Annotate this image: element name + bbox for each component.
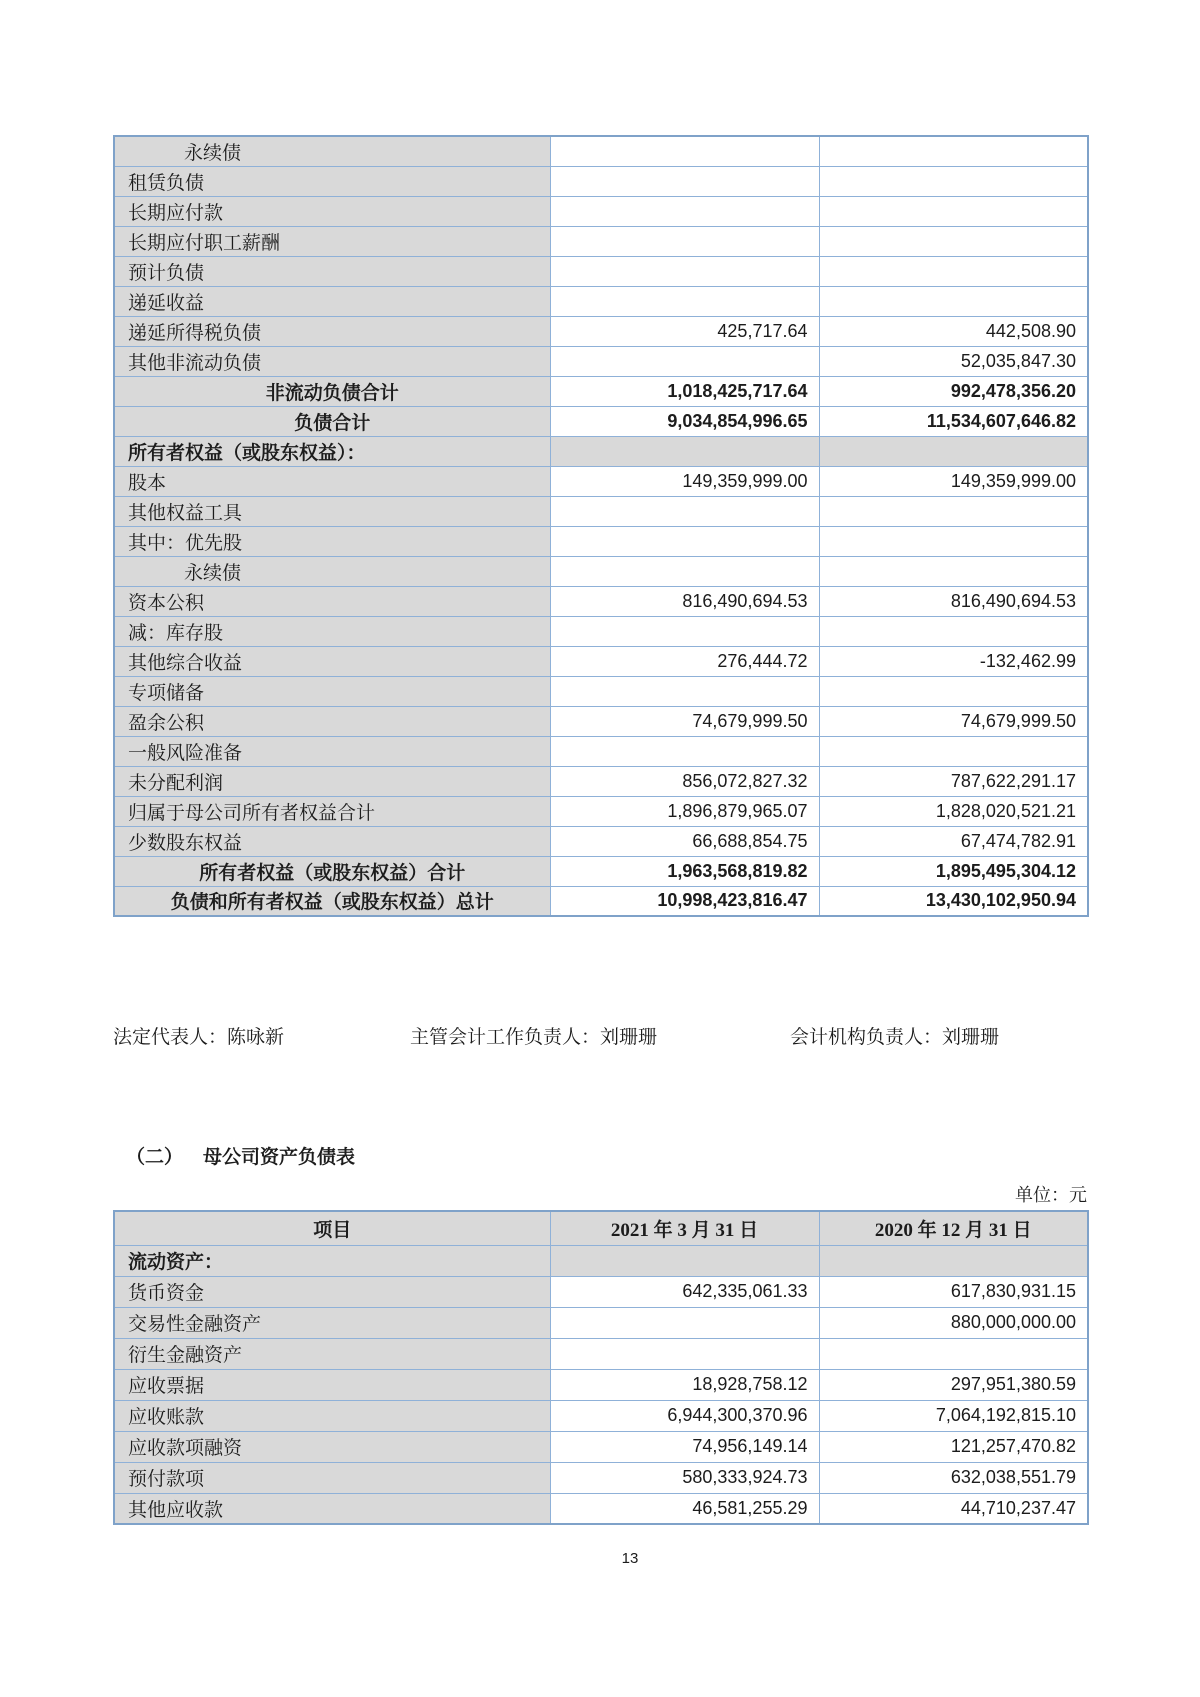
value-current-period [550,286,819,316]
row-label: 永续债 [114,556,550,586]
table-row [114,1493,1088,1524]
value-prior-period: 74,679,999.50 [819,706,1088,736]
row-label: 长期应付款 [114,196,550,226]
value-prior-period: 880,000,000.00 [819,1307,1088,1338]
value-current-period [550,346,819,376]
row-label: 负债合计 [114,406,550,436]
value-current-period [550,226,819,256]
row-label: 非流动负债合计 [114,376,550,406]
table-row [114,1431,1088,1462]
row-label: 递延收益 [114,286,550,316]
value-current-period: 6,944,300,370.96 [550,1400,819,1431]
row-label: 应收账款 [114,1400,550,1431]
value-current-period: 816,490,694.53 [550,586,819,616]
value-prior-period [819,436,1088,466]
legal-representative-label: 法定代表人：陈咏新 [113,1027,285,1048]
signature-line [113,1022,1087,1048]
row-label: 股本 [114,466,550,496]
value-current-period: 9,034,854,996.65 [550,406,819,436]
value-prior-period [819,136,1088,166]
row-label: 预付款项 [114,1462,550,1493]
value-prior-period: -132,462.99 [819,646,1088,676]
table-row [114,226,1088,256]
table-header-row [114,1211,1088,1245]
row-label: 一般风险准备 [114,736,550,766]
row-label: 衍生金融资产 [114,1338,550,1369]
value-current-period [550,616,819,646]
value-current-period: 642,335,061.33 [550,1276,819,1307]
value-prior-period: 992,478,356.20 [819,376,1088,406]
value-prior-period: 787,622,291.17 [819,766,1088,796]
value-current-period [550,1307,819,1338]
value-current-period: 1,018,425,717.64 [550,376,819,406]
value-prior-period: 442,508.90 [819,316,1088,346]
row-label: 其他应收款 [114,1493,550,1524]
chief-accountant-label: 主管会计工作负责人：刘珊珊 [410,1027,658,1048]
value-current-period [550,196,819,226]
row-label: 租赁负债 [114,166,550,196]
row-label: 专项储备 [114,676,550,706]
value-current-period: 74,956,149.14 [550,1431,819,1462]
value-prior-period [819,196,1088,226]
row-label: 流动资产： [114,1245,550,1276]
value-prior-period: 632,038,551.79 [819,1462,1088,1493]
value-prior-period: 44,710,237.47 [819,1493,1088,1524]
accounting-department-head-label: 会计机构负责人：刘珊珊 [790,1027,1000,1048]
value-prior-period [819,616,1088,646]
row-label: 其他权益工具 [114,496,550,526]
unit-note: 单位：元 [1015,1185,1087,1205]
row-label: 应收款项融资 [114,1431,550,1462]
row-label: 永续债 [114,136,550,166]
balance-sheet-rows [114,136,1088,916]
value-prior-period [819,1245,1088,1276]
value-prior-period [819,676,1088,706]
table-row [114,436,1088,466]
value-prior-period [819,496,1088,526]
table-row [114,526,1088,556]
row-label: 所有者权益（或股东权益）： [114,436,550,466]
value-prior-period [819,1338,1088,1369]
table-row [114,826,1088,856]
value-current-period [550,436,819,466]
table-row [114,466,1088,496]
table-row [114,1338,1088,1369]
row-label: 资本公积 [114,586,550,616]
table-row [114,1400,1088,1431]
table-row [114,286,1088,316]
value-prior-period: 13,430,102,950.94 [819,886,1088,916]
value-prior-period [819,166,1088,196]
row-label: 未分配利润 [114,766,550,796]
value-current-period [550,496,819,526]
value-prior-period: 52,035,847.30 [819,346,1088,376]
row-label: 交易性金融资产 [114,1307,550,1338]
table-row [114,646,1088,676]
value-current-period: 856,072,827.32 [550,766,819,796]
column-header-current-period: 2021 年 3 月 31 日 [550,1211,819,1245]
parent-company-balance-sheet-table [113,1210,1089,1525]
value-prior-period: 816,490,694.53 [819,586,1088,616]
table-row [114,886,1088,916]
value-current-period: 46,581,255.29 [550,1493,819,1524]
value-current-period [550,166,819,196]
value-current-period [550,136,819,166]
value-current-period: 66,688,854.75 [550,826,819,856]
value-current-period [550,1338,819,1369]
column-header-item: 项目 [114,1211,550,1245]
value-prior-period [819,226,1088,256]
section-heading-title: 母公司资产负债表 [203,1147,356,1168]
value-prior-period: 67,474,782.91 [819,826,1088,856]
value-prior-period: 297,951,380.59 [819,1369,1088,1400]
value-current-period: 580,333,924.73 [550,1462,819,1493]
row-label: 盈余公积 [114,706,550,736]
column-header-prior-period: 2020 年 12 月 31 日 [819,1211,1088,1245]
row-label: 所有者权益（或股东权益）合计 [114,856,550,886]
row-label: 其他非流动负债 [114,346,550,376]
table-row [114,346,1088,376]
row-label: 预计负债 [114,256,550,286]
value-current-period [550,556,819,586]
value-prior-period [819,256,1088,286]
section-heading-index: （二） [126,1147,184,1168]
value-current-period: 1,963,568,819.82 [550,856,819,886]
table-row [114,616,1088,646]
value-prior-period: 121,257,470.82 [819,1431,1088,1462]
table-row [114,556,1088,586]
value-prior-period [819,736,1088,766]
page-number: 13 [621,1550,639,1567]
table-row [114,1245,1088,1276]
table-row [114,256,1088,286]
value-current-period: 74,679,999.50 [550,706,819,736]
table-row [114,1307,1088,1338]
row-label: 归属于母公司所有者权益合计 [114,796,550,826]
table-row [114,1276,1088,1307]
row-label: 负债和所有者权益（或股东权益）总计 [114,886,550,916]
table-row [114,736,1088,766]
table-row [114,496,1088,526]
value-prior-period: 1,895,495,304.12 [819,856,1088,886]
value-prior-period [819,556,1088,586]
table-row [114,1369,1088,1400]
table-row [114,406,1088,436]
table-row [114,796,1088,826]
table-row [114,376,1088,406]
table-row [114,196,1088,226]
table-row [114,856,1088,886]
row-label: 货币资金 [114,1276,550,1307]
table-row [114,136,1088,166]
row-label: 减：库存股 [114,616,550,646]
row-label: 应收票据 [114,1369,550,1400]
table-row [114,766,1088,796]
value-current-period: 149,359,999.00 [550,466,819,496]
parent-balance-sheet-rows [114,1245,1088,1524]
table-row [114,586,1088,616]
value-current-period [550,676,819,706]
value-current-period [550,526,819,556]
row-label: 其他综合收益 [114,646,550,676]
value-prior-period: 11,534,607,646.82 [819,406,1088,436]
value-prior-period [819,286,1088,316]
table-row [114,166,1088,196]
table-row [114,676,1088,706]
value-prior-period: 1,828,020,521.21 [819,796,1088,826]
value-current-period: 18,928,758.12 [550,1369,819,1400]
row-label: 少数股东权益 [114,826,550,856]
value-prior-period: 7,064,192,815.10 [819,1400,1088,1431]
value-current-period [550,256,819,286]
section-heading [126,1142,355,1169]
value-current-period: 1,896,879,965.07 [550,796,819,826]
row-label: 长期应付职工薪酬 [114,226,550,256]
row-label: 其中：优先股 [114,526,550,556]
row-label: 递延所得税负债 [114,316,550,346]
value-prior-period: 617,830,931.15 [819,1276,1088,1307]
balance-sheet-table [113,135,1089,917]
table-row [114,706,1088,736]
value-current-period: 10,998,423,816.47 [550,886,819,916]
value-current-period [550,736,819,766]
table-row [114,316,1088,346]
value-prior-period [819,526,1088,556]
value-prior-period: 149,359,999.00 [819,466,1088,496]
value-current-period [550,1245,819,1276]
table-row [114,1462,1088,1493]
value-current-period: 425,717.64 [550,316,819,346]
value-current-period: 276,444.72 [550,646,819,676]
